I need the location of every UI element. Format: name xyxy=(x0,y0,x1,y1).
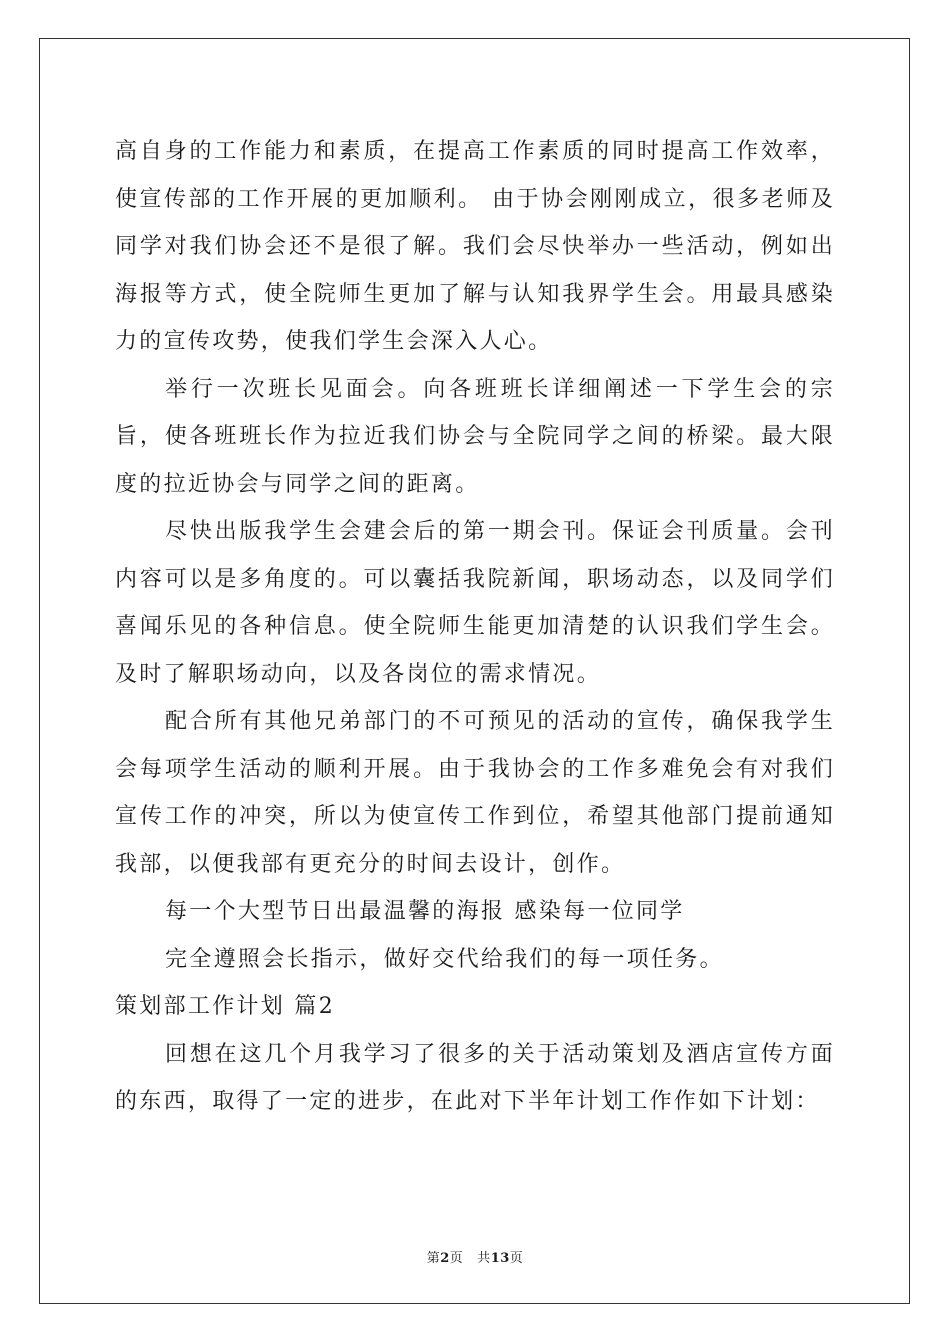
footer-total-pages: 13 xyxy=(490,1251,510,1266)
footer-page-prefix: 第 xyxy=(426,1251,441,1266)
paragraph-reflection: 回想在这几个月我学习了很多的关于活动策划及酒店宣传方面的东西，取得了一定的进步，在此对下半年计划工作作如下计划： xyxy=(115,1041,835,1114)
footer-page-suffix: 页 xyxy=(449,1251,464,1266)
paragraph-class-leader-meeting: 举行一次班长见面会。向各班班长详细阐述一下学生会的宗旨，使各班班长作为拉近我们协会与全院同学之间的桥梁。最大限度的拉近协会与同学之间的距离。 xyxy=(115,376,835,497)
paragraph-follow-instructions: 完全遵照会长指示，做好交代给我们的每一项任务。 xyxy=(165,946,724,972)
footer-current-page: 2 xyxy=(440,1251,450,1266)
footer-total-suffix: 页 xyxy=(509,1251,524,1266)
paragraph-continued: 高自身的工作能力和素质，在提高工作素质的同时提高工作效率，使宣传部的工作开展的更加顺利。 由于协会刚刚成立，很多老师及同学对我们协会还不是很了解。我们会尽快举办一些活动，例如出海报等方式，使全院师生更加了解与认知我界学生会。用最具感染力的宣传攻势，使我们学生会深入人心。 xyxy=(115,139,835,354)
paragraph-journal: 尽快出版我学生会建会后的第一期会刊。保证会刊质量。会刊内容可以是多角度的。可以囊括我院新闻，职场动态，以及同学们喜闻乐见的各种信息。使全院师生能更加清楚的认识我们学生会。及时了解职场动向，以及各岗位的需求情况。 xyxy=(115,519,835,687)
paragraph-cooperation: 配合所有其他兄弟部门的不可预见的活动的宣传，确保我学生会每项学生活动的顺利开展。由于我协会的工作多难免会有对我们宣传工作的冲突，所以为使宣传工作到位，希望其他部门提前通知我部，以便我部有更充分的时间去设计，创作。 xyxy=(115,709,835,877)
section-heading: 策划部工作计划 篇2 xyxy=(115,994,335,1019)
paragraph-holiday-posters: 每一个大型节日出最温馨的海报 感染每一位同学 xyxy=(165,899,685,924)
footer-total-prefix: 共 xyxy=(477,1251,491,1266)
document-body xyxy=(115,128,835,1126)
page-footer xyxy=(0,1247,950,1266)
